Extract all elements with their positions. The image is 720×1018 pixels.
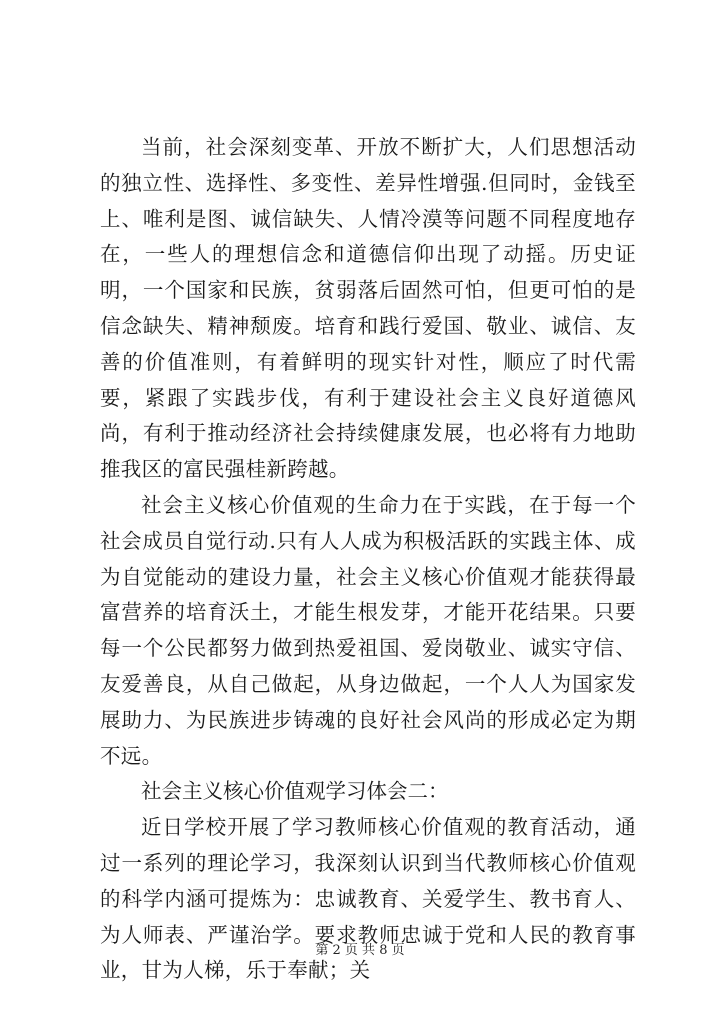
paragraph-1: 当前，社会深刻变革、开放不断扩大，人们思想活动的独立性、选择性、多变性、差异性增强.但同时，金钱至上、唯利是图、诚信缺失、人情冷漠等问题不同程度地存在，一些人的理想信念和道德信仰出现了动摇。历史证明，一个国家和民族，贫弱落后固然可怕，但更可怕的是信念缺失、精神颓废。培育和践行爱国、敬业、诚信、友善的价值准则，有着鲜明的现实针对性，顺应了时代需要，紧跟了实践步伐，有利于建设社会主义良好道德风尚，有利于推动经济社会持续健康发展，也必将有力地助推我区的富民强桂新跨越。	[100, 135, 636, 482]
paragraph-3: 近日学校开展了学习教师核心价值观的教育活动，通过一系列的理论学习，我深刻认识到当代教师核心价值观的科学内涵可提炼为：忠诚教育、关爱学生、教书育人、为人师表、严谨治学。要求教师忠诚于党和人民的教育事业，甘为人梯，乐于奉献；关	[100, 815, 636, 983]
section-heading: 社会主义核心价值观学习体会二：	[141, 779, 449, 804]
page-footer	[0, 939, 720, 958]
document-body	[100, 130, 636, 989]
page-number-label: 第 2 页 共 8 页	[315, 943, 405, 958]
paragraph-2: 社会主义核心价值观的生命力在于实践，在于每一个社会成员自觉行动.只有人人成为积极活跃的实践主体、成为自觉能动的建设力量，社会主义核心价值观才能获得最富营养的培育沃土，才能生根发芽，才能开花结果。只要每一个公民都努力做到热爱祖国、爱岗敬业、诚实守信、友爱善良，从自己做起，从身边做起，一个人人为国家发展助力、为民族进步铸魂的良好社会风尚的形成必定为期不远。	[100, 492, 636, 768]
